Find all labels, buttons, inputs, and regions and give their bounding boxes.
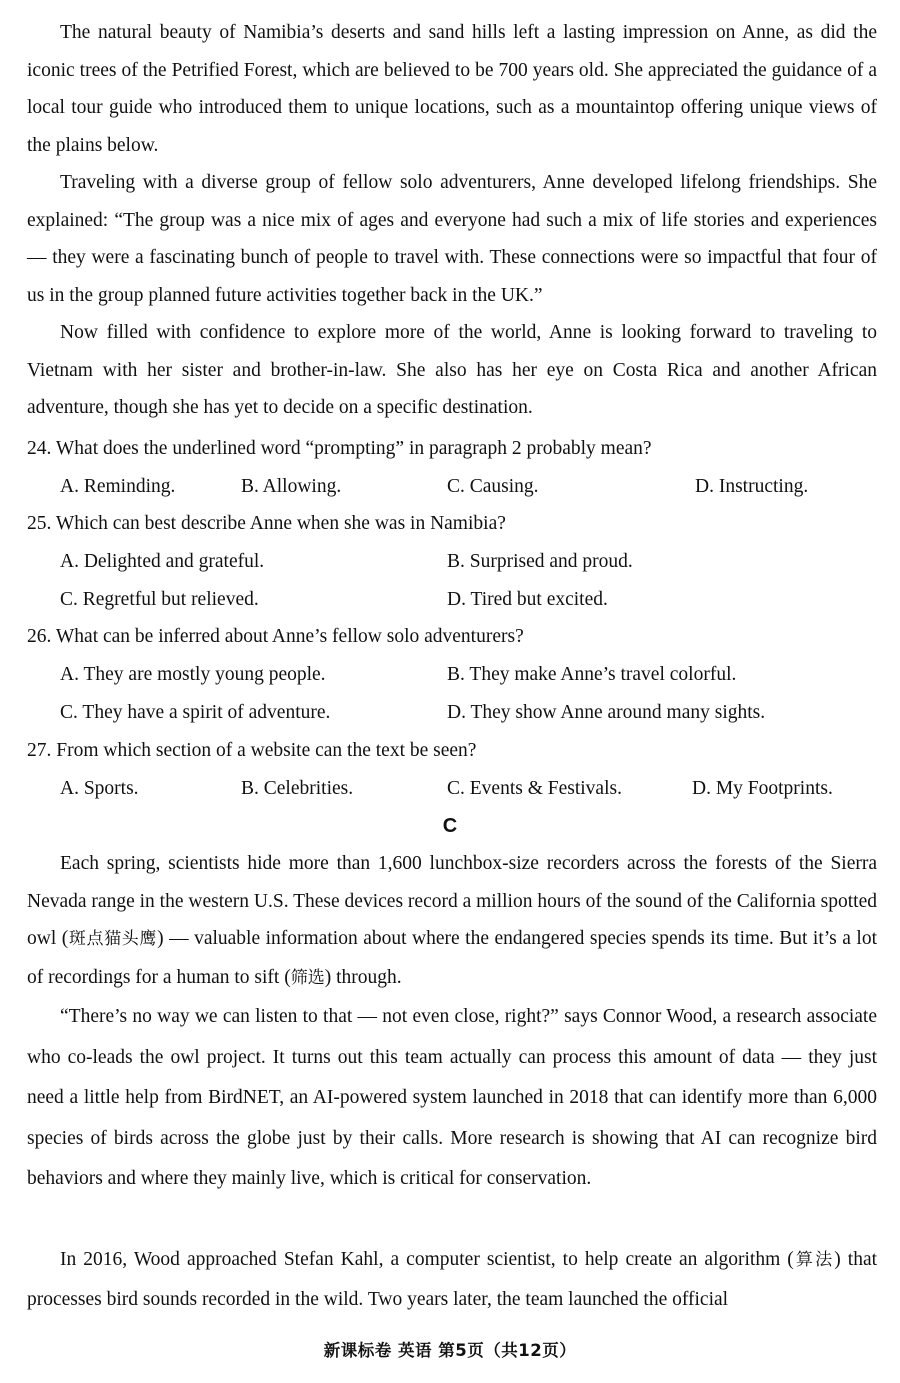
paragraph-friendships: Traveling with a diverse group of fellow solo adventurers, Anne developed lifelong friendships. She explained: “The group was a nice mix of ages and everyone had such a mix of life stories and experiences — they were a fascinating bunch of people to travel with. These connections were so impactful that four of us in the group planned future activities together back in the UK.” [27,172,877,306]
paragraph-algorithm [27,1240,877,1320]
paragraph-namibia: The natural beauty of Namibia’s deserts and sand hills left a lasting impression on Anne, as did the iconic trees of the Petrified Forest, which are believed to be 700 years old. She appreciated the guidance of a local tour guide who introduced them to unique locations, such as a mountaintop offering unique views of the plains below. [27,22,877,156]
question-26-stem: 26. What can be inferred about Anne’s fellow solo adventurers? [27,626,524,647]
owl-text-3: ) through. [324,966,402,988]
question-24-option-c: C. Causing. [447,476,539,497]
question-27-option-a: A. Sports. [60,778,139,799]
algorithm-chinese-gloss: 算法 [793,1250,835,1270]
question-24-option-b: B. Allowing. [241,476,342,497]
section-c-heading: C [442,815,458,837]
question-26-option-c: C. They have a spirit of adventure. [60,702,331,723]
question-26-option-a: A. They are mostly young people. [60,664,326,685]
page-footer: 新课标卷 英语 第5页（共12页） [323,1341,577,1360]
owl-text-1: Each spring, scientists hide more than 1,600 lunchbox-size recorders across the forests of the Sierra Nevada range in the western U.S. These devices record a million hours of the sound of the California spotted owl ( [27,853,877,949]
question-26-option-b: B. They make Anne’s travel colorful. [447,664,737,685]
question-25-option-b: B. Surprised and proud. [447,551,633,572]
paragraph-future-travel: Now filled with confidence to explore more of the world, Anne is looking forward to traveling to Vietnam with her sister and brother-in-law. She also has her eye on Costa Rica and another African adventure, though she has yet to decide on a specific destination. [27,322,877,418]
owl-chinese-gloss: 斑点猫头鹰 [68,929,158,949]
question-27-option-b: B. Celebrities. [241,778,354,799]
owl-text-2: ) — valuable information about where the endangered species spends its time. But it’s a lot of recordings for a human to sift ( [27,928,878,988]
question-25-option-a: A. Delighted and grateful. [60,551,265,572]
paragraph-birdnet: “There’s no way we can listen to that — not even close, right?” says Connor Wood, a research associate who co-leads the owl project. It turns out this team actually can process this amount of data — they just need a little help from BirdNET, an AI-powered system launched in 2018 that can identify more than 6,000 species of birds across the globe just by their calls. More research is showing that AI can recognize bird behaviors and where they mainly live, which is critical for conservation. [27,1006,877,1189]
question-24-option-a: A. Reminding. [60,476,176,497]
question-27-stem: 27. From which section of a website can the text be seen? [27,740,477,761]
algorithm-text-2: ) that processes bird sounds recorded in the wild. Two years later, the team launched the official [27,1249,878,1310]
question-27-option-d: D. My Footprints. [692,778,833,799]
algorithm-text-1: In 2016, Wood approached Stefan Kahl, a computer scientist, to help create an algorithm ( [60,1249,794,1270]
question-25-stem: 25. Which can best describe Anne when she was in Namibia? [27,513,506,534]
question-24-stem: 24. What does the underlined word “prompting” in paragraph 2 probably mean? [27,438,652,459]
sift-chinese-gloss: 筛选 [290,967,325,988]
question-25-option-c: C. Regretful but relieved. [60,589,259,610]
paragraph-owl-recorders [27,845,877,997]
question-24-option-d: D. Instructing. [695,476,809,497]
question-26-option-d: D. They show Anne around many sights. [447,702,766,723]
question-25-option-d: D. Tired but excited. [447,589,608,610]
question-27-option-c: C. Events & Festivals. [447,778,622,799]
